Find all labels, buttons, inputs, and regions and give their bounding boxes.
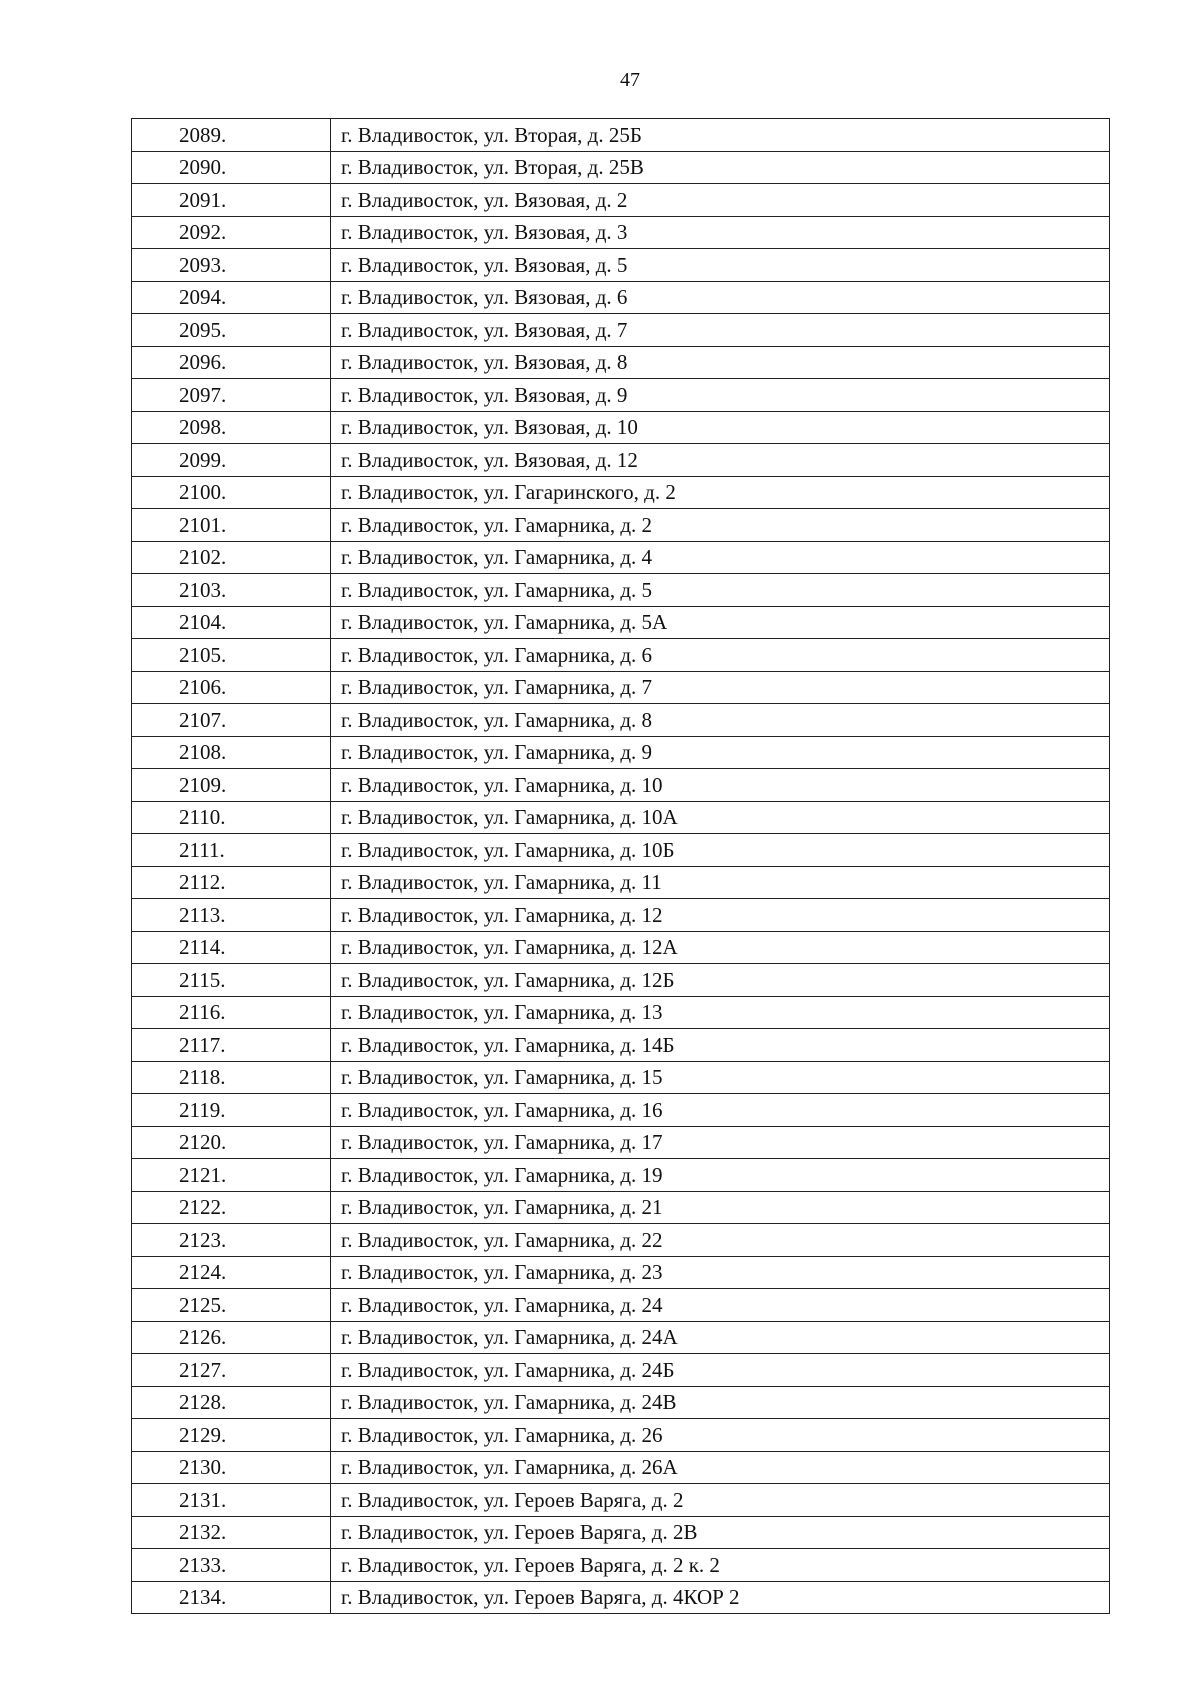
table-row [132,1451,1110,1484]
row-number-cell: 2106. [132,671,331,704]
address-cell: г. Владивосток, ул. Гамарника, д. 12Б [331,964,1110,997]
table-row [132,1191,1110,1224]
table-row [132,1354,1110,1387]
address-cell: г. Владивосток, ул. Гамарника, д. 24 [331,1289,1110,1322]
address-table-body [132,119,1110,1614]
table-row [132,1419,1110,1452]
address-cell: г. Владивосток, ул. Гамарника, д. 6 [331,639,1110,672]
row-number-cell: 2132. [132,1516,331,1549]
address-cell: г. Владивосток, ул. Гамарника, д. 14Б [331,1029,1110,1062]
address-cell: г. Владивосток, ул. Гамарника, д. 17 [331,1126,1110,1159]
row-number-cell: 2133. [132,1549,331,1582]
table-row [132,1256,1110,1289]
address-cell: г. Владивосток, ул. Гамарника, д. 26 [331,1419,1110,1452]
table-row [132,671,1110,704]
table-row [132,639,1110,672]
address-cell: г. Владивосток, ул. Гамарника, д. 8 [331,704,1110,737]
address-cell: г. Владивосток, ул. Героев Варяга, д. 2 к. 2 [331,1549,1110,1582]
table-row [132,184,1110,217]
row-number-cell: 2099. [132,444,331,477]
table-row [132,1289,1110,1322]
row-number-cell: 2093. [132,249,331,282]
table-row [132,281,1110,314]
row-number-cell: 2092. [132,216,331,249]
row-number-cell: 2098. [132,411,331,444]
address-cell: г. Владивосток, ул. Гамарника, д. 7 [331,671,1110,704]
row-number-cell: 2103. [132,574,331,607]
table-row [132,411,1110,444]
address-cell: г. Владивосток, ул. Героев Варяга, д. 2В [331,1516,1110,1549]
address-cell: г. Владивосток, ул. Вторая, д. 25В [331,151,1110,184]
table-row [132,736,1110,769]
table-row [132,119,1110,152]
table-row [132,1321,1110,1354]
table-row [132,899,1110,932]
page-number: 47 [620,69,640,91]
row-number-cell: 2102. [132,541,331,574]
address-cell: г. Владивосток, ул. Гамарника, д. 22 [331,1224,1110,1257]
address-cell: г. Владивосток, ул. Гамарника, д. 9 [331,736,1110,769]
row-number-cell: 2111. [132,834,331,867]
table-row [132,1094,1110,1127]
address-cell: г. Владивосток, ул. Вязовая, д. 3 [331,216,1110,249]
address-cell: г. Владивосток, ул. Гамарника, д. 12А [331,931,1110,964]
row-number-cell: 2112. [132,866,331,899]
row-number-cell: 2120. [132,1126,331,1159]
row-number-cell: 2122. [132,1191,331,1224]
table-row [132,476,1110,509]
address-cell: г. Владивосток, ул. Гамарника, д. 11 [331,866,1110,899]
row-number-cell: 2123. [132,1224,331,1257]
table-row [132,249,1110,282]
row-number-cell: 2097. [132,379,331,412]
address-cell: г. Владивосток, ул. Вязовая, д. 12 [331,444,1110,477]
address-cell: г. Владивосток, ул. Гамарника, д. 19 [331,1159,1110,1192]
table-row [132,834,1110,867]
address-cell: г. Владивосток, ул. Вязовая, д. 5 [331,249,1110,282]
table-row [132,1126,1110,1159]
row-number-cell: 2125. [132,1289,331,1322]
table-row [132,151,1110,184]
address-cell: г. Владивосток, ул. Вязовая, д. 8 [331,346,1110,379]
address-cell: г. Владивосток, ул. Вязовая, д. 7 [331,314,1110,347]
table-row [132,1549,1110,1582]
address-cell: г. Владивосток, ул. Гамарника, д. 4 [331,541,1110,574]
table-row [132,444,1110,477]
row-number-cell: 2108. [132,736,331,769]
table-row [132,314,1110,347]
table-row [132,346,1110,379]
address-cell: г. Владивосток, ул. Героев Варяга, д. 2 [331,1484,1110,1517]
table-row [132,1061,1110,1094]
address-cell: г. Владивосток, ул. Вязовая, д. 6 [331,281,1110,314]
address-cell: г. Владивосток, ул. Гамарника, д. 5 [331,574,1110,607]
table-row [132,509,1110,542]
row-number-cell: 2124. [132,1256,331,1289]
address-cell: г. Владивосток, ул. Гамарника, д. 10 [331,769,1110,802]
row-number-cell: 2089. [132,119,331,152]
address-cell: г. Владивосток, ул. Гамарника, д. 23 [331,1256,1110,1289]
table-row [132,866,1110,899]
row-number-cell: 2118. [132,1061,331,1094]
row-number-cell: 2116. [132,996,331,1029]
row-number-cell: 2131. [132,1484,331,1517]
row-number-cell: 2109. [132,769,331,802]
address-cell: г. Владивосток, ул. Гамарника, д. 24А [331,1321,1110,1354]
row-number-cell: 2114. [132,931,331,964]
address-cell: г. Владивосток, ул. Гамарника, д. 15 [331,1061,1110,1094]
table-row [132,216,1110,249]
row-number-cell: 2101. [132,509,331,542]
row-number-cell: 2096. [132,346,331,379]
table-row [132,1224,1110,1257]
table-row [132,1516,1110,1549]
table-row [132,1581,1110,1614]
row-number-cell: 2130. [132,1451,331,1484]
row-number-cell: 2100. [132,476,331,509]
row-number-cell: 2134. [132,1581,331,1614]
address-table [131,118,1110,1614]
table-row [132,379,1110,412]
row-number-cell: 2126. [132,1321,331,1354]
address-cell: г. Владивосток, ул. Героев Варяга, д. 4КОР 2 [331,1581,1110,1614]
row-number-cell: 2094. [132,281,331,314]
address-cell: г. Владивосток, ул. Гамарника, д. 24Б [331,1354,1110,1387]
table-row [132,1386,1110,1419]
address-cell: г. Владивосток, ул. Гамарника, д. 24В [331,1386,1110,1419]
row-number-cell: 2113. [132,899,331,932]
row-number-cell: 2115. [132,964,331,997]
address-cell: г. Владивосток, ул. Вторая, д. 25Б [331,119,1110,152]
row-number-cell: 2127. [132,1354,331,1387]
row-number-cell: 2091. [132,184,331,217]
table-row [132,1029,1110,1062]
row-number-cell: 2119. [132,1094,331,1127]
table-row [132,606,1110,639]
address-cell: г. Владивосток, ул. Гамарника, д. 2 [331,509,1110,542]
table-row [132,996,1110,1029]
row-number-cell: 2129. [132,1419,331,1452]
address-cell: г. Владивосток, ул. Гамарника, д. 5А [331,606,1110,639]
table-row [132,769,1110,802]
address-cell: г. Владивосток, ул. Вязовая, д. 2 [331,184,1110,217]
address-cell: г. Владивосток, ул. Гамарника, д. 12 [331,899,1110,932]
row-number-cell: 2104. [132,606,331,639]
table-row [132,541,1110,574]
row-number-cell: 2110. [132,801,331,834]
table-row [132,574,1110,607]
address-cell: г. Владивосток, ул. Гагаринского, д. 2 [331,476,1110,509]
row-number-cell: 2128. [132,1386,331,1419]
table-row [132,704,1110,737]
row-number-cell: 2105. [132,639,331,672]
address-cell: г. Владивосток, ул. Гамарника, д. 13 [331,996,1110,1029]
table-row [132,964,1110,997]
table-row [132,931,1110,964]
table-row [132,801,1110,834]
row-number-cell: 2107. [132,704,331,737]
row-number-cell: 2121. [132,1159,331,1192]
row-number-cell: 2090. [132,151,331,184]
row-number-cell: 2117. [132,1029,331,1062]
address-cell: г. Владивосток, ул. Гамарника, д. 10А [331,801,1110,834]
row-number-cell: 2095. [132,314,331,347]
address-cell: г. Владивосток, ул. Гамарника, д. 26А [331,1451,1110,1484]
address-cell: г. Владивосток, ул. Вязовая, д. 10 [331,411,1110,444]
address-cell: г. Владивосток, ул. Гамарника, д. 10Б [331,834,1110,867]
address-cell: г. Владивосток, ул. Гамарника, д. 21 [331,1191,1110,1224]
address-cell: г. Владивосток, ул. Гамарника, д. 16 [331,1094,1110,1127]
address-cell: г. Владивосток, ул. Вязовая, д. 9 [331,379,1110,412]
table-row [132,1159,1110,1192]
table-row [132,1484,1110,1517]
